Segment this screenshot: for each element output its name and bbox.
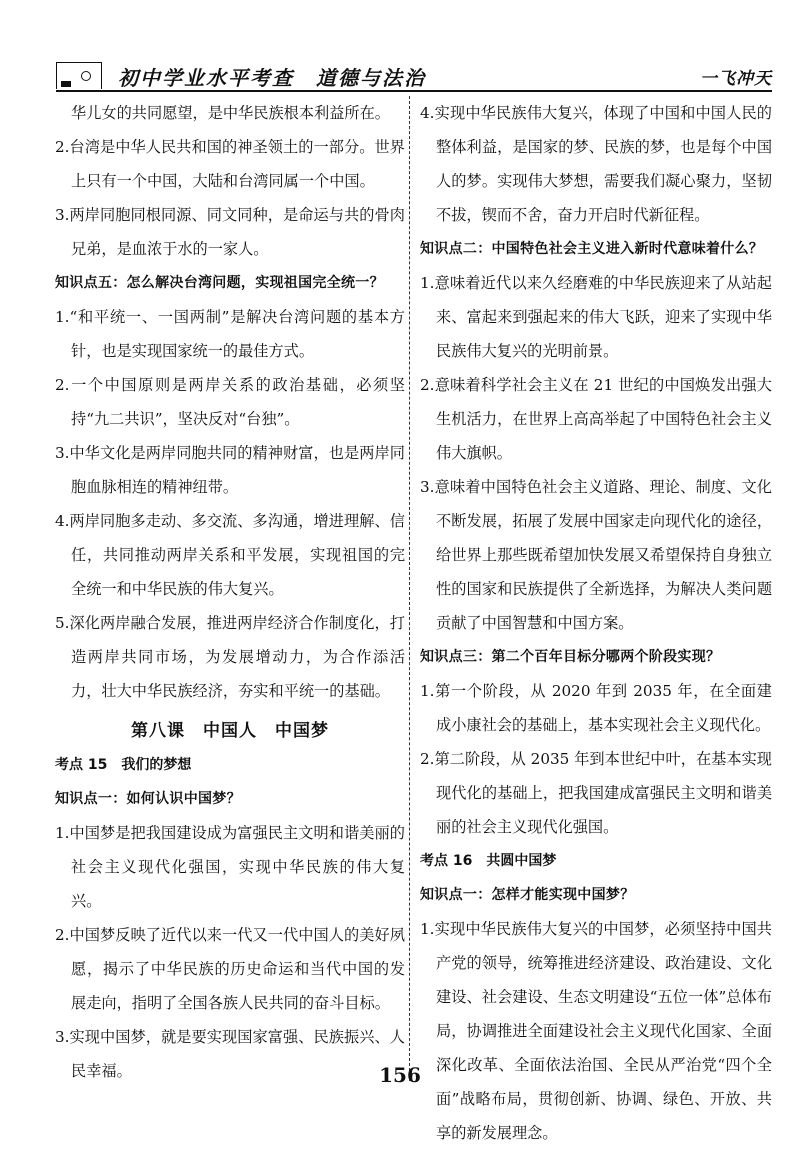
knowledge-point-heading: 知识点三：第二个百年目标分哪两个阶段实现？ — [420, 649, 721, 665]
list-item: 4.实现中华民族伟大复兴，体现了中国和中国人民的整体利益，是国家的梦、民族的梦，也是每个中国人的梦。实现伟大梦想，需要我们凝心聚力，坚韧不拔，锲而不舍，奋力开启时代新征程。 — [420, 104, 772, 224]
list-item: 1.第一个阶段，从 2020 年到 2035 年，在全面建成小康社会的基础上，基本实现社会主义现代化。 — [420, 682, 772, 734]
list-item: 2.一个中国原则是两岸关系的政治基础，必须坚持“九二共识”，坚决反对“台独”。 — [55, 376, 405, 428]
list-item: 5.深化两岸融合发展，推进两岸经济合作制度化，打造两岸共同市场，为发展增动力，为合作添活力，壮大中华民族经济，夯实和平统一的基础。 — [55, 614, 405, 700]
continued-paragraph: 华儿女的共同愿望，是中华民族根本利益所在。 — [71, 104, 390, 122]
list-item: 4.两岸同胞多走动、多交流、多沟通，增进理解、信任，共同推动两岸关系和平发展，实现祖国的完全统一和中华民族的伟大复兴。 — [55, 512, 405, 598]
list-item: 1.“和平统一、一国两制”是解决台湾问题的基本方针，也是实现国家统一的最佳方式。 — [55, 308, 405, 360]
knowledge-point-heading: 知识点五：怎么解决台湾问题，实现祖国完全统一？ — [55, 275, 384, 291]
page-header — [56, 58, 772, 92]
page-number: 156 — [379, 1063, 421, 1087]
book-title: 初中学业水平考查 道德与法治 — [118, 66, 426, 90]
list-item: 1.实现中华民族伟大复兴的中国梦，必须坚持中国共产党的领导，统筹推进经济建设、政治建设、文化建设、社会建设、生态文明建设“五位一体”总体布局，协调推进全面建设社会主义现代化国家、全面深化改革、全面依法治国、全民从严治党“四个全面”战略布局，贯彻创新、协调、绿色、开放、共享的新发展理念。 — [420, 920, 772, 1142]
lesson-title: 第八课 中国人 中国梦 — [131, 721, 329, 741]
column-divider — [409, 96, 410, 1081]
list-item: 2.意味着科学社会主义在 21 世纪的中国焕发出强大生机活力，在世界上高高举起了中国特色社会主义伟大旗帜。 — [420, 376, 772, 462]
knowledge-point-heading: 知识点一：如何认识中国梦？ — [55, 791, 241, 807]
list-item: 1.意味着近代以来久经磨难的中华民族迎来了从站起来、富起来到强起来的伟大飞跃，迎来了实现中华民族伟大复兴的光明前景。 — [420, 274, 772, 360]
knowledge-point-heading: 知识点一：怎样才能实现中国梦？ — [420, 887, 635, 903]
brand-logo-text: 一飞冲天 — [700, 69, 772, 89]
list-item: 3.中华文化是两岸同胞共同的精神财富，也是两岸同胞血脉相连的精神纽带。 — [55, 444, 405, 496]
list-item: 2.第二阶段，从 2035 年到本世纪中叶，在基本实现现代化的基础上，把我国建成富强民主文明和谐美丽的社会主义现代化强国。 — [420, 750, 772, 836]
list-item: 3.意味着中国特色社会主义道路、理论、制度、文化不断发展，拓展了发展中国家走向现代化的途径，给世界上那些既希望加快发展又希望保持自身独立性的国家和民族提供了全新选择，为解决人类问题贡献了中国智慧和中国方案。 — [420, 478, 772, 632]
exam-point-heading: 考点 15 我们的梦想 — [55, 757, 192, 773]
exam-point-heading: 考点 16 共圆中国梦 — [420, 853, 557, 869]
list-item: 2.中国梦反映了近代以来一代又一代中国人的美好夙愿，揭示了中华民族的历史命运和当代中国的发展走向，指明了全国各族人民共同的奋斗目标。 — [55, 926, 405, 1012]
list-item: 2.台湾是中华人民共和国的神圣领土的一部分。世界上只有一个中国，大陆和台湾同属一个中国。 — [55, 138, 405, 190]
right-column — [420, 96, 772, 1150]
left-column — [55, 96, 405, 1088]
list-item: 1.中国梦是把我国建设成为富强民主文明和谐美丽的社会主义现代化强国，实现中华民族的伟大复兴。 — [55, 824, 405, 910]
book-logo-icon — [56, 62, 102, 89]
list-item: 3.实现中国梦，就是要实现国家富强、民族振兴、人民幸福。 — [55, 1028, 405, 1080]
knowledge-point-heading: 知识点二：中国特色社会主义进入新时代意味着什么？ — [420, 241, 764, 257]
list-item: 3.两岸同胞同根同源、同文同种，是命运与共的骨肉兄弟，是血浓于水的一家人。 — [55, 206, 405, 258]
